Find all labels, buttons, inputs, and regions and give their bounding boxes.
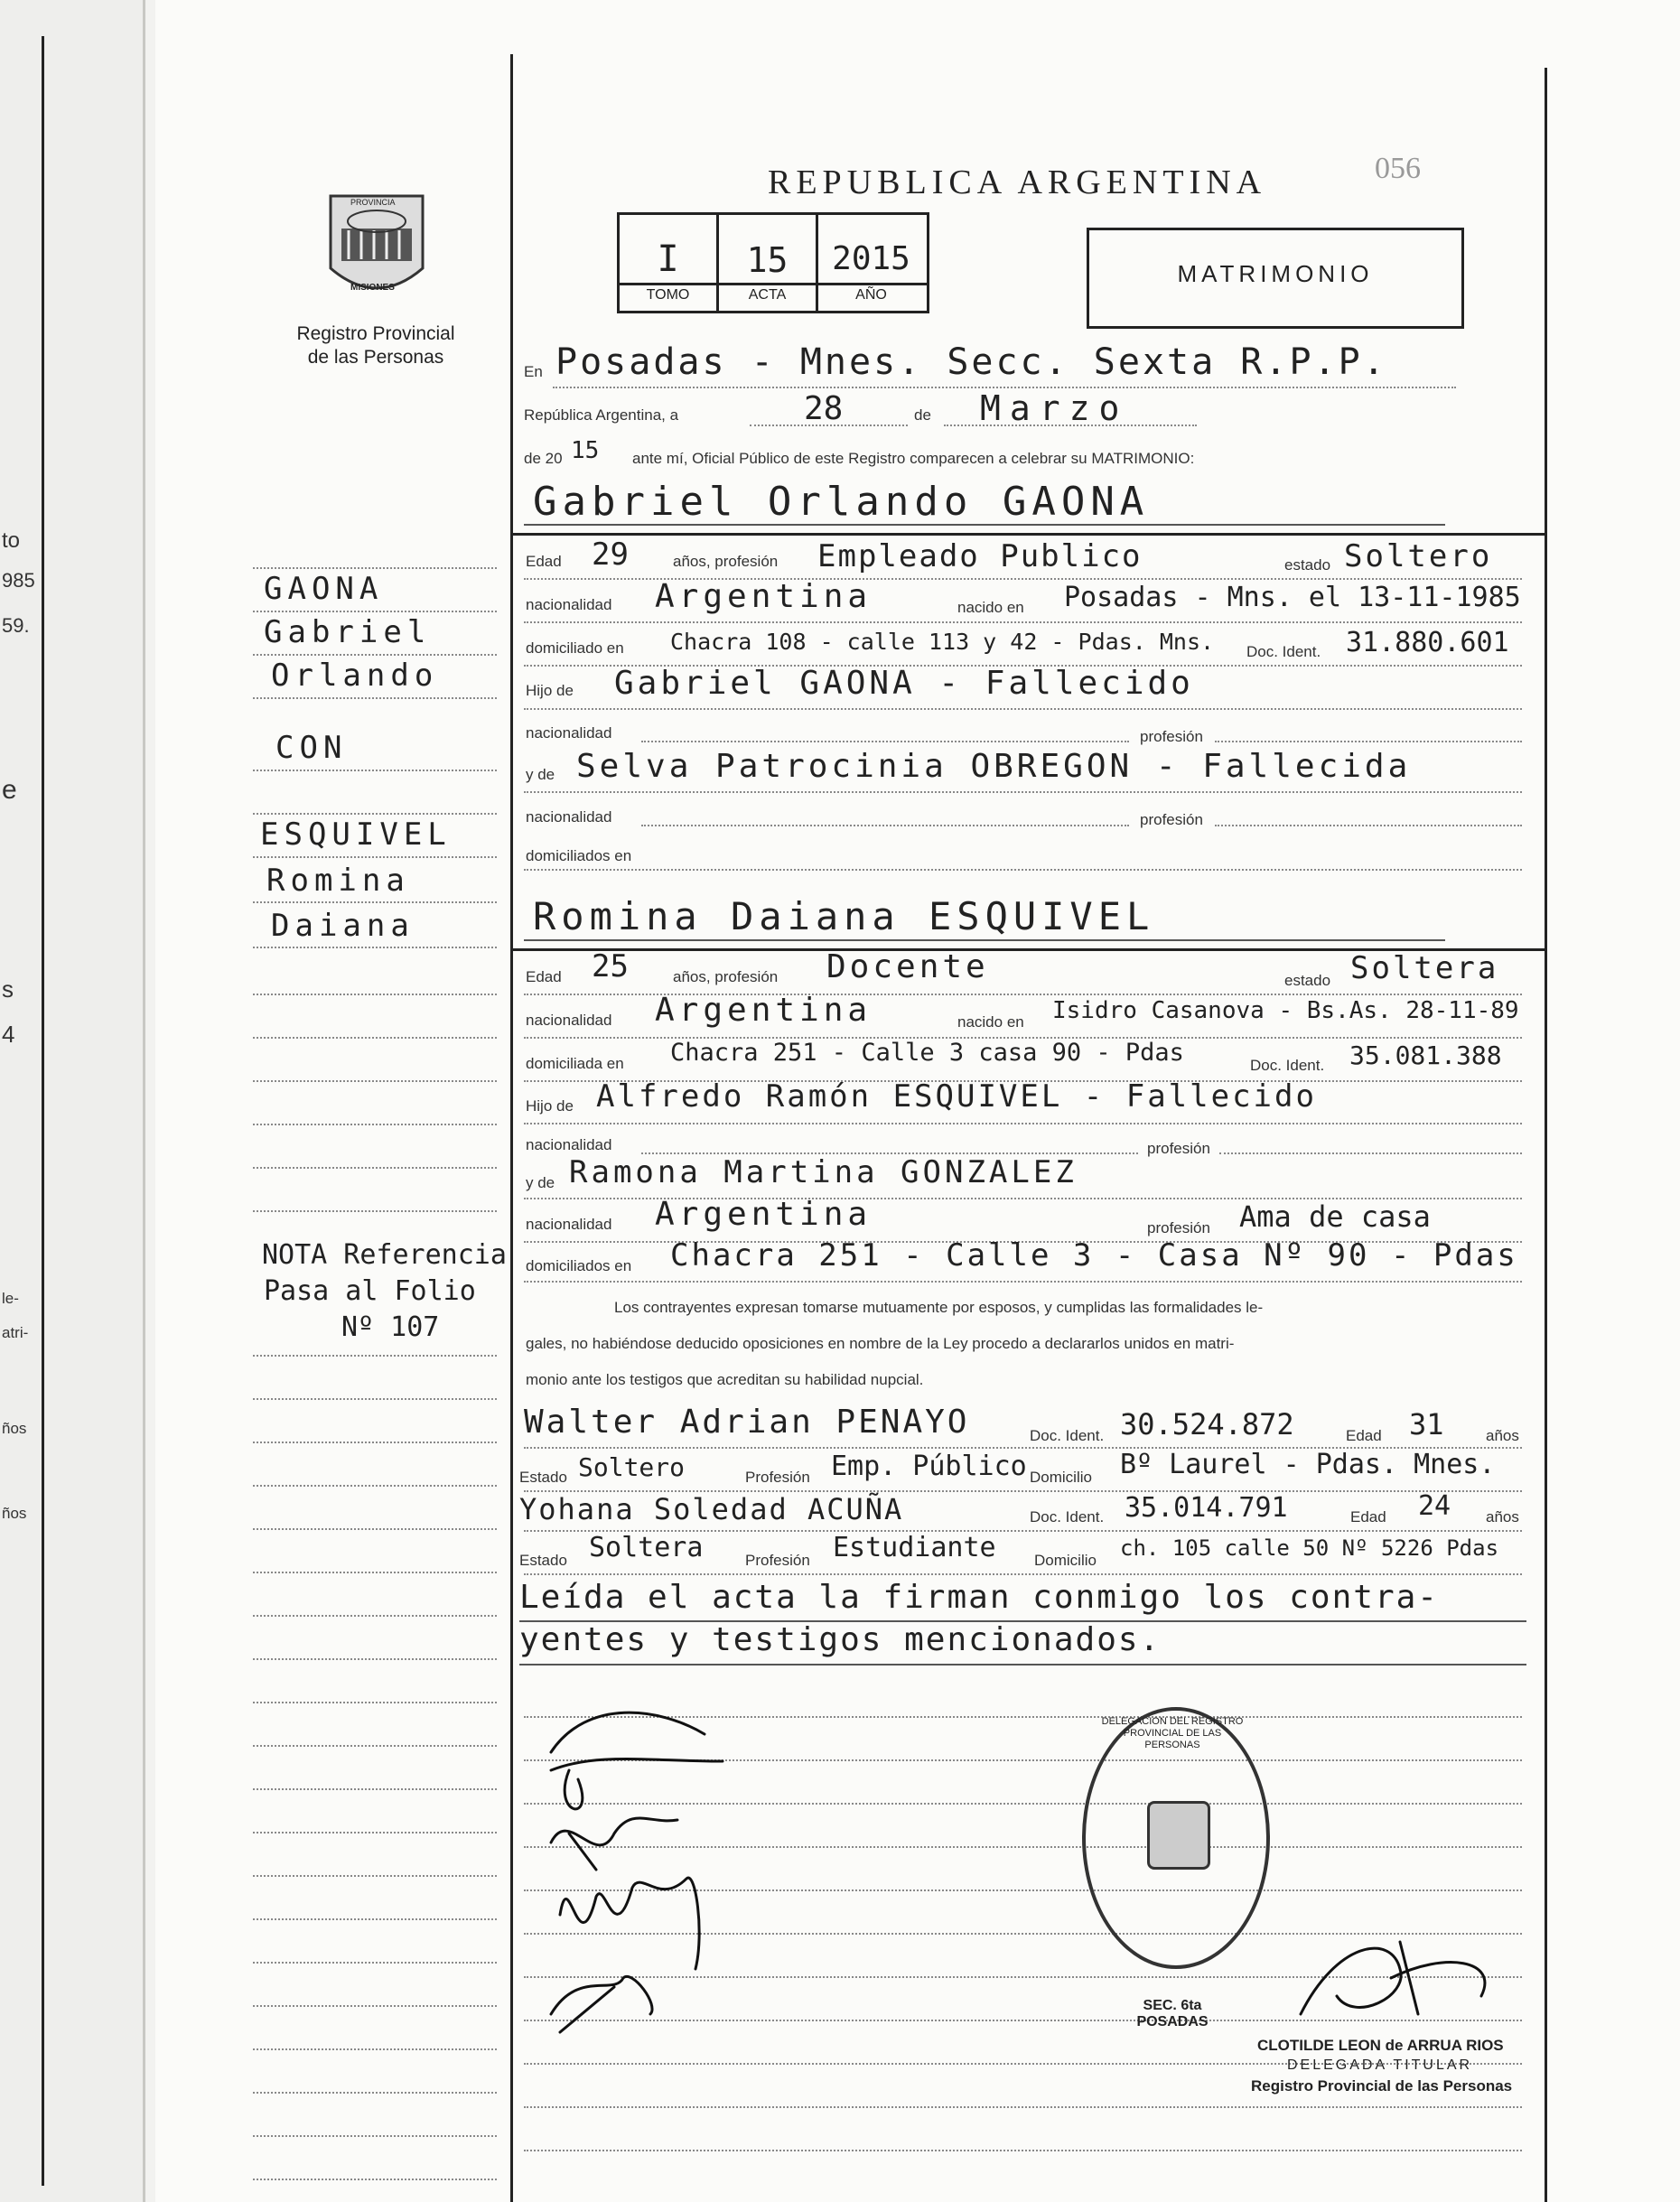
bride-address: Chacra 251 - Calle 3 casa 90 - Pdas [670,1039,1184,1067]
right-border [1545,68,1547,2202]
witness2-doc: 35.014.791 [1125,1492,1288,1524]
dotted-line [1219,1152,1522,1154]
margin-line [253,1442,497,1443]
bride-mother-nac-label: nacionalidad [526,1216,612,1233]
margin-groom-middle: Orlando [271,658,439,694]
witness1-domicilio-label: Domicilio [1030,1469,1092,1486]
emblem-text-top: PROVINCIA [350,198,396,207]
witness1-doc: 30.524.872 [1120,1407,1294,1442]
margin-groom-first: Gabriel [264,614,432,650]
margin-line [253,1788,497,1790]
groom-yde-label: y de [526,766,555,783]
signatures-graphic [515,1698,786,2059]
underline [524,939,1445,941]
groom-edad-label: Edad [526,553,562,570]
margin-line [253,1702,497,1703]
margin-line [253,1962,497,1964]
margin-line [253,2135,497,2137]
dotted-line [944,425,1197,426]
groom-doc: 31.880.601 [1346,627,1509,658]
groom-age: 29 [592,537,629,573]
republica-label: República Argentina, a [524,406,679,424]
groom-profession: Empleado Publico [817,538,1143,574]
groom-mother-prof-label: profesión [1140,811,1203,828]
witness2-edad-label: Edad [1350,1508,1386,1526]
dotted-line [1215,741,1522,742]
bride-nationality: Argentina [655,992,873,1029]
margin-bride-middle: Daiana [271,908,415,944]
dotted-line [524,1573,1522,1575]
witness1-age: 31 [1409,1407,1444,1442]
prev-fragment: s [2,975,14,1003]
bride-mother-nationality: Argentina [655,1196,873,1233]
official-office: Registro Provincial de las Personas [1251,2077,1513,2095]
bride-full-name: Romina Daiana ESQUIVEL [533,894,1155,938]
underline [519,1664,1526,1665]
dotted-line [750,425,908,426]
witness1-status: Soltero [578,1452,686,1482]
acta-value: 15 [746,240,789,280]
box-divider [617,283,927,285]
witness1-signature [560,1878,699,1969]
margin-line [253,1832,497,1833]
groom-birthplace: Posadas - Mns. el 13-11-1985 [1064,582,1521,613]
margin-line [253,2005,497,2007]
bride-estado-label: estado [1284,972,1331,989]
margin-line [253,1615,497,1617]
acta-label: ACTA [748,287,787,303]
groom-address: Chacra 108 - calle 113 y 42 - Pdas. Mns. [670,629,1215,655]
prev-fragment: 985 [2,569,35,592]
bride-edad-label: Edad [526,968,562,985]
witness2-domicilio-label: Domicilio [1034,1552,1097,1569]
bride-nacido-label: nacido en [957,1013,1024,1031]
declaration-line3: monio ante los testigos que acreditan su habilidad nupcial. [526,1371,924,1388]
groom-father-prof-label: profesión [1140,728,1203,745]
margin-connector: CON [275,730,348,766]
dotted-line [641,825,1129,826]
dotted-line [524,621,1522,623]
witness2-status: Soltera [589,1532,704,1563]
officer-signature [1265,1915,1535,2041]
margin-line [253,611,497,612]
declaration-line2: gales, no habiéndose deducido oposiciones en nombre de la Ley procedo a declararlos unidos en matri- [526,1335,1235,1352]
bride-doc-label: Doc. Ident. [1250,1057,1325,1074]
witness1-profession: Emp. Público [831,1451,1027,1482]
margin-line [253,1572,497,1573]
groom-anos-profesion-label: años, profesión [673,553,779,570]
dotted-line [524,1281,1522,1283]
margin-line [253,1037,497,1039]
bride-hijo-label: Hijo de [526,1097,574,1115]
witness1-profesion-label: Profesión [745,1469,810,1486]
intro-text: ante mí, Oficial Público de este Registro comparecen a celebrar su MATRIMONIO: [632,450,1195,467]
witness1-edad-label: Edad [1346,1427,1382,1444]
groom-mother-nac-label: nacionalidad [526,808,612,826]
prev-fragment: e [2,775,17,805]
official-name: CLOTILDE LEON de ARRUA RIOS [1257,2037,1504,2054]
margin-line [253,1528,497,1530]
margin-line [253,2179,497,2180]
groom-nationality: Argentina [655,578,873,615]
witness2-address: ch. 105 calle 50 Nº 5226 Pdas [1120,1535,1499,1561]
margin-line [253,994,497,995]
margin-line [253,1210,497,1212]
prev-fragment: le- [2,1290,19,1307]
dotted-line [524,2150,1522,2151]
dotted-line [524,1123,1522,1124]
margin-line [253,856,497,858]
day: 28 [804,390,844,427]
previous-page-strip [0,0,145,2202]
closing-line1: Leída el acta la firman conmigo los contra- [519,1579,1439,1616]
ano-value: 2015 [832,240,910,277]
witness2-doc-label: Doc. Ident. [1030,1508,1105,1526]
dotted-line [641,741,1129,742]
margin-note1: NOTA Referencia [262,1239,507,1271]
margin-line [253,1080,497,1082]
tomo-value: I [657,238,679,280]
bride-mother: Ramona Martina GONZALEZ [569,1154,1078,1190]
prev-fragment: to [2,528,21,553]
ano-label: AÑO [855,287,887,303]
dotted-line [524,708,1522,710]
bride-father-nac-label: nacionalidad [526,1136,612,1153]
margin-line [253,813,497,815]
bride-profession: Docente [826,948,989,985]
witness1-name: Walter Adrian PENAYO [524,1404,970,1441]
bride-parents-address: Chacra 251 - Calle 3 - Casa Nº 90 - Pdas [670,1237,1518,1274]
bride-mother-profession: Ama de casa [1239,1199,1431,1234]
groom-nacionalidad-label: nacionalidad [526,596,612,613]
groom-marital-status: Soltero [1344,538,1493,574]
groom-estado-label: estado [1284,556,1331,574]
witness2-age: 24 [1418,1490,1451,1522]
closing-line2: yentes y testigos mencionados. [519,1621,1162,1658]
bride-domiciliada-label: domiciliada en [526,1055,624,1072]
bride-signature [551,1818,677,1870]
office-name-line2: de las Personas [307,347,444,368]
month: Marzo [980,388,1129,428]
margin-line [253,654,497,656]
groom-mother: Selva Patrocinia OBREGON - Fallecida [576,748,1412,785]
bride-domiciliados-label: domiciliados en [526,1257,632,1274]
witness1-estado-label: Estado [519,1469,567,1486]
margin-line [253,567,497,569]
tomo-label: TOMO [646,287,690,303]
de-label: de [914,406,931,424]
prev-fragment: atri- [2,1324,29,1341]
en-label: En [524,363,543,380]
misiones-emblem [323,185,430,310]
dotted-line [524,2106,1522,2108]
margin-line [253,947,497,948]
bride-age: 25 [592,948,629,984]
section-separator [513,533,1545,536]
office-name-line1: Registro Provincial [296,323,455,344]
groom-domiciliado-label: domiciliado en [526,639,624,657]
witness2-profession: Estudiante [833,1532,996,1563]
margin-bride-surname: ESQUIVEL [260,816,452,853]
prev-fragment: ños [2,1420,27,1437]
country-title: REPUBLICA ARGENTINA [768,163,1267,201]
groom-signature [551,1712,723,1809]
bride-birthplace: Isidro Casanova - Bs.As. 28-11-89 [1052,997,1519,1024]
margin-line [253,1658,497,1660]
groom-doc-label: Doc. Ident. [1246,643,1321,660]
seal-emblem [1147,1801,1210,1870]
margin-note2: Pasa al Folio [264,1275,476,1307]
underline [524,524,1445,526]
margin-bride-first: Romina [266,863,410,899]
witness2-estado-label: Estado [519,1552,567,1569]
groom-hijo-label: Hijo de [526,682,574,699]
seal-center-text: SEC. 6ta POSADAS [1136,1998,1209,2029]
margin-line [253,1355,497,1357]
dotted-line [524,869,1522,871]
margin-line [253,1167,497,1169]
groom-full-name: Gabriel Orlando GAONA [533,479,1150,525]
bride-yde-label: y de [526,1174,555,1191]
bride-father-prof-label: profesión [1147,1140,1210,1157]
dotted-line [1215,825,1522,826]
folio-stamp: 056 [1375,152,1421,185]
dotted-line [524,791,1522,793]
margin-line [253,1745,497,1747]
margin-line [253,1485,497,1487]
margin-divider [510,54,513,2202]
groom-nacido-label: nacido en [957,599,1024,616]
margin-line [253,697,497,699]
declaration-line1: Los contrayentes expresan tomarse mutuamente por esposos, y cumplidas las formalidades le- [614,1299,1264,1316]
official-title: DELEGADA TITULAR [1287,2057,1473,2073]
year-prefix: de 20 [524,450,563,467]
witness1-doc-label: Doc. Ident. [1030,1427,1105,1444]
bride-doc: 35.081.388 [1349,1040,1502,1070]
bride-father: Alfredo Ramón ESQUIVEL - Fallecido [596,1078,1317,1115]
witness2-profesion-label: Profesión [745,1552,810,1569]
prev-fragment: 4 [2,1021,15,1048]
witness2-name: Yohana Soledad ACUÑA [519,1492,904,1526]
groom-father: Gabriel GAONA - Fallecido [614,665,1194,702]
previous-page-margin-line [42,36,44,2186]
margin-line [253,1918,497,1920]
margin-line [253,2092,497,2094]
groom-father-nac-label: nacionalidad [526,724,612,742]
margin-line [253,901,497,903]
witness2-anos-label: años [1486,1508,1519,1526]
margin-line [253,1124,497,1125]
bride-anos-profesion-label: años, profesión [673,968,779,985]
place: Posadas - Mnes. Secc. Sexta R.P.P. [555,341,1387,383]
margin-note3: Nº 107 [341,1311,440,1343]
bride-marital-status: Soltera [1350,950,1499,986]
witness2-signature [551,1976,652,2032]
emblem-text-bottom: MISIONES [350,283,395,293]
margin-line [253,1398,497,1400]
bride-nacionalidad-label: nacionalidad [526,1012,612,1029]
prev-fragment: 59. [2,614,30,637]
year-suffix: 15 [571,437,600,464]
witness1-anos-label: años [1486,1427,1519,1444]
witness1-address: Bº Laurel - Pdas. Mnes. [1120,1449,1496,1480]
prev-fragment: ños [2,1505,27,1522]
groom-domiciliados-label: domiciliados en [526,847,632,864]
margin-line [253,1875,497,1877]
margin-line [253,2048,497,2050]
record-type: MATRIMONIO [1177,260,1374,287]
margin-line [253,770,497,771]
seal-ring-text: DELEGACION DEL REGISTRO PROVINCIAL DE LAS PERSONAS [1101,1716,1244,1750]
margin-groom-surname: GAONA [264,571,384,607]
bride-mother-prof-label: profesión [1147,1219,1210,1236]
